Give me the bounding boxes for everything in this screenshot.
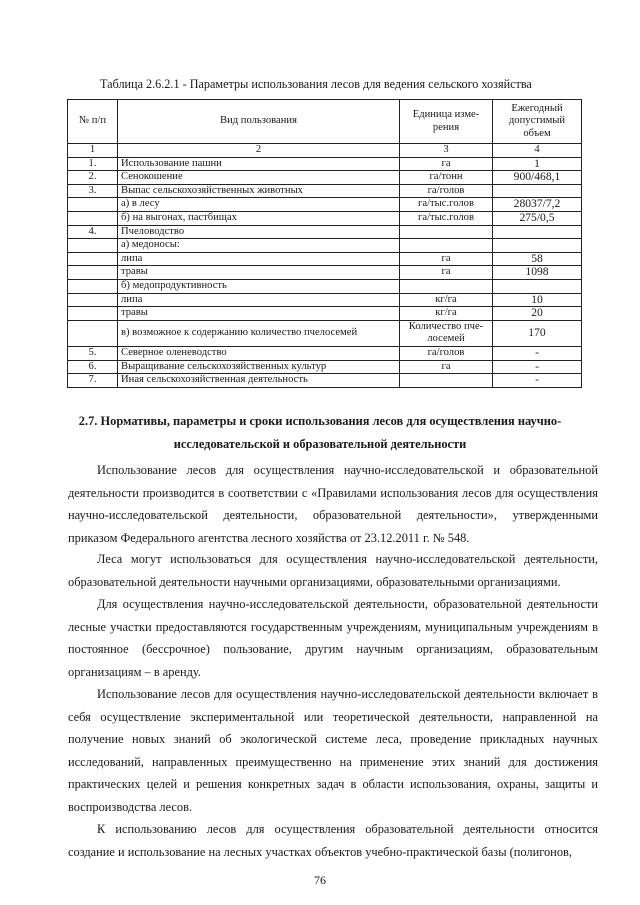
row-unit: га/голов: [400, 346, 493, 360]
row-number: 4.: [68, 225, 118, 239]
table-row: [68, 225, 582, 239]
row-unit: га: [400, 157, 493, 171]
table-row: [68, 211, 582, 225]
row-number: [68, 239, 118, 253]
colnum: 2: [118, 144, 400, 158]
row-number: [68, 252, 118, 266]
row-number: 7.: [68, 374, 118, 388]
row-unit: га/голов: [400, 184, 493, 198]
row-kind: травы: [118, 307, 400, 321]
row-number: 5.: [68, 346, 118, 360]
table-row: [68, 360, 582, 374]
row-number: [68, 320, 118, 346]
table-caption: Таблица 2.6.2.1 - Параметры использования лесов для ведения сельского хозяйства: [100, 77, 532, 91]
row-number: [68, 266, 118, 280]
table-row: [68, 293, 582, 307]
row-unit: Количество пче-лосемей: [400, 320, 493, 346]
row-kind: Сенокошение: [118, 171, 400, 185]
row-unit: га: [400, 360, 493, 374]
row-volume: 170: [493, 320, 582, 346]
row-volume: 1: [493, 157, 582, 171]
row-number: [68, 211, 118, 225]
header-volume: Ежегодный допустимый объем: [493, 100, 582, 144]
row-number: [68, 198, 118, 212]
row-kind: липа: [118, 293, 400, 307]
row-volume: 58: [493, 252, 582, 266]
table-row: [68, 198, 582, 212]
row-unit: га: [400, 252, 493, 266]
row-kind: а) в лесу: [118, 198, 400, 212]
row-volume: 1098: [493, 266, 582, 280]
colnum: 4: [493, 144, 582, 158]
row-number: 6.: [68, 360, 118, 374]
table-row: [68, 307, 582, 321]
row-kind: а) медоносы:: [118, 239, 400, 253]
row-kind: б) медопродуктивность: [118, 279, 400, 293]
row-kind: б) на выгонах, пастбищах: [118, 211, 400, 225]
paragraph: Леса могут использоваться для осуществления научно-исследовательской деятельности, образовательной деятельности научными организациями, образовательными организациями.: [68, 552, 598, 589]
row-kind: в) возможное к содержанию количество пчелосемей: [118, 320, 400, 346]
section-title-line-2: исследовательской и образовательной деятельности: [173, 437, 467, 451]
table-row: [68, 157, 582, 171]
row-kind: Выпас сельскохозяйственных животных: [118, 184, 400, 198]
table-row: [68, 239, 582, 253]
row-number: 2.: [68, 171, 118, 185]
row-unit: га/тыс.голов: [400, 211, 493, 225]
page-number: 76: [314, 873, 326, 887]
table-row: [68, 374, 582, 388]
colnum: 3: [400, 144, 493, 158]
row-unit: кг/га: [400, 307, 493, 321]
row-volume: [493, 225, 582, 239]
table-row: [68, 171, 582, 185]
row-number: [68, 279, 118, 293]
row-unit: кг/га: [400, 293, 493, 307]
paragraph: К использованию лесов для осуществления образовательной деятельности относится создание и использование на лесных участках объектов учебно-практической базы (полигонов,: [68, 822, 598, 859]
row-volume: [493, 239, 582, 253]
table-row: [68, 320, 582, 346]
section-title-line-1: 2.7. Нормативы, параметры и сроки использования лесов для осуществления научно-: [78, 414, 562, 428]
row-unit: [400, 239, 493, 253]
row-volume: -: [493, 346, 582, 360]
header-kind: Вид пользования: [118, 100, 400, 144]
forest-use-parameters-table: [67, 99, 582, 388]
row-kind: Использование пашни: [118, 157, 400, 171]
row-kind: Пчеловодство: [118, 225, 400, 239]
header-unit: Единица изме-рения: [400, 100, 493, 144]
row-number: [68, 307, 118, 321]
colnum: 1: [68, 144, 118, 158]
row-volume: -: [493, 374, 582, 388]
row-unit: га/тонн: [400, 171, 493, 185]
row-volume: 275/0,5: [493, 211, 582, 225]
row-number: 1.: [68, 157, 118, 171]
paragraph: Использование лесов для осуществления научно-исследовательской и образовательной деятельности производится в соответствии с «Правилами использования лесов для осуществления научно-исследовательской деятельности, образовательной деятельности», утвержденными приказом Федерального агентства лесного хозяйства от 23.12.2011 г. № 548.: [68, 463, 598, 545]
table-header-row: [68, 100, 582, 144]
paragraph: Использование лесов для осуществления научно-исследовательской деятельности включает в себя осуществление экспериментальной или теоретической деятельности, направленной на получение новых знаний об экологической системе леса, проведение прикладных научных исследований, направленных преимущественно на применение этих знаний для достижения практических целей и решения конкретных задач в области использования, охраны, защиты и воспроизводства лесов.: [68, 687, 598, 814]
table-row: [68, 346, 582, 360]
row-volume: 20: [493, 307, 582, 321]
row-volume: 10: [493, 293, 582, 307]
table-row: [68, 184, 582, 198]
row-number: [68, 293, 118, 307]
row-number: 3.: [68, 184, 118, 198]
row-volume: [493, 279, 582, 293]
row-kind: Иная сельскохозяйственная деятельность: [118, 374, 400, 388]
row-unit: [400, 374, 493, 388]
row-kind: травы: [118, 266, 400, 280]
row-kind: Выращивание сельскохозяйственных культур: [118, 360, 400, 374]
paragraph: Для осуществления научно-исследовательской деятельности, образовательной деятельности лесные участки предоставляются государственным учреждениям, муниципальным учреждениям в постоянное (бессрочное) пользование, другим научным организациям, образовательным организациям – в аренду.: [68, 597, 598, 679]
table-row: [68, 266, 582, 280]
row-volume: 900/468,1: [493, 171, 582, 185]
row-kind: липа: [118, 252, 400, 266]
row-unit: [400, 279, 493, 293]
row-unit: [400, 225, 493, 239]
row-unit: га/тыс.голов: [400, 198, 493, 212]
row-kind: Северное оленеводство: [118, 346, 400, 360]
table-row: [68, 279, 582, 293]
row-volume: -: [493, 360, 582, 374]
row-volume: 28037/7,2: [493, 198, 582, 212]
row-volume: [493, 184, 582, 198]
table-row: [68, 252, 582, 266]
header-num: № п/п: [68, 100, 118, 144]
column-numbers-row: [68, 144, 582, 158]
row-unit: га: [400, 266, 493, 280]
